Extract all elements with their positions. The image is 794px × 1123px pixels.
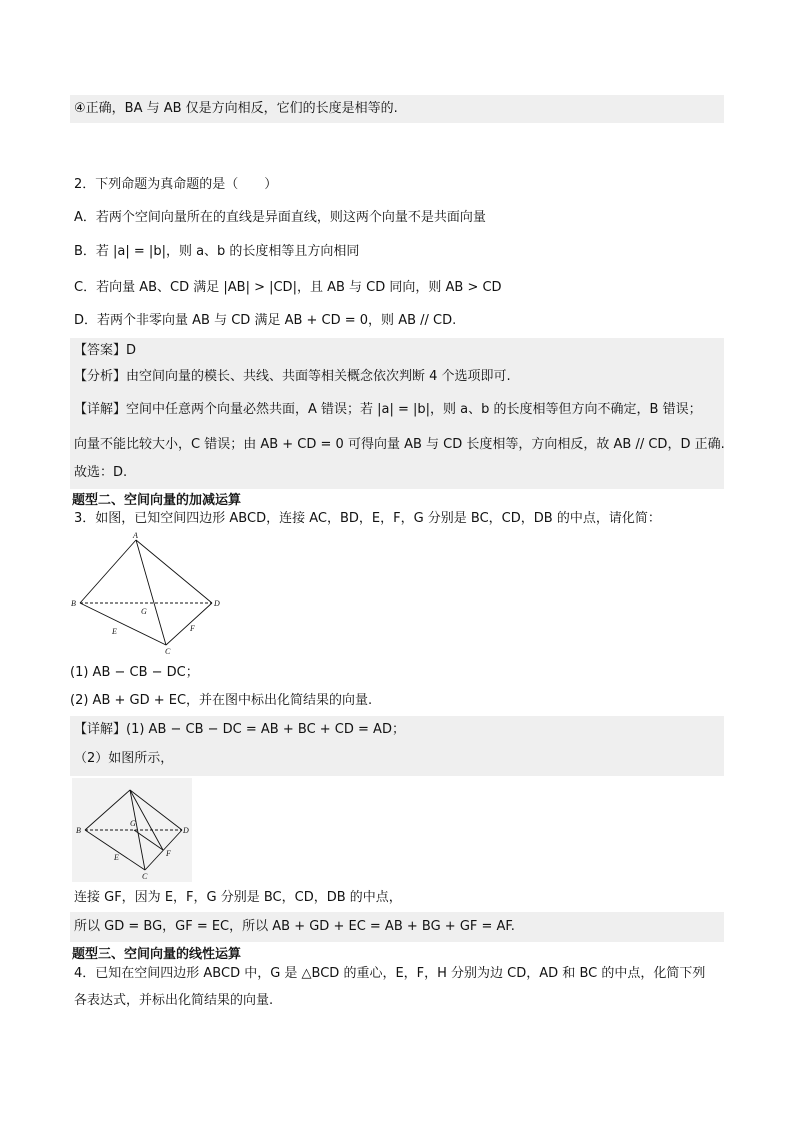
q2-option-d: D．若两个非零向量 AB 与 CD 满足 AB + CD = 0，则 AB // CD. [74, 313, 457, 328]
solution-figure-frame [72, 778, 192, 882]
solution-label-b: B [76, 826, 81, 835]
q3-part-2: (2) AB + GD + EC，并在图中标出化简结果的向量. [70, 693, 373, 708]
figure-label-a: A [133, 532, 138, 540]
q2-option-a: A．若两个空间向量所在的直线是异面直线，则这两个向量不是共面向量 [74, 210, 486, 225]
solution-label-g: G [130, 819, 136, 828]
solution-label-d: D [183, 826, 189, 835]
solution-label-f: F [166, 849, 171, 858]
q3-detail-2: （2）如图所示， [74, 751, 174, 766]
q3-part-1: (1) AB − CB − DC； [70, 665, 199, 680]
q2-detail-3: 故选：D. [74, 465, 128, 480]
q3-detail-1: 【详解】(1) AB − CB − DC = AB + BC + CD = AD； [74, 722, 405, 737]
q1-tail-line: ④正确，BA 与 AB 仅是方向相反，它们的长度是相等的. [74, 101, 398, 116]
q4-stem-1: 4．已知在空间四边形 ABCD 中，G 是 △BCD 的重心，E，F，H 分别为边 CD，AD 和 BC 的中点，化简下列 [74, 966, 706, 981]
q2-option-c: C．若向量 AB、CD 满足 |AB| > |CD|，且 AB 与 CD 同向，则 AB > CD [74, 280, 502, 295]
figure-label-b: B [71, 599, 76, 608]
solution-tetrahedron-figure [72, 778, 192, 882]
q3-connect: 连接 GF，因为 E，F，G 分别是 BC，CD，DB 的中点， [74, 890, 402, 905]
q3-stem: 3．如图，已知空间四边形 ABCD，连接 AC，BD，E，F，G 分别是 BC，CD，DB 的中点，请化简： [74, 511, 661, 526]
q2-answer: 【答案】D [74, 343, 137, 358]
figure-label-d: D [214, 599, 220, 608]
q2-detail-2: 向量不能比较大小，C 错误；由 AB + CD = 0 可得向量 AB 与 CD 长度相等，方向相反，故 AB // CD，D 正确. [74, 437, 725, 452]
figure-label-c: C [165, 647, 171, 656]
section-heading-2: 题型二、空间向量的加减运算 [72, 493, 242, 508]
tetrahedron-figure [68, 532, 228, 656]
q2-detail-1: 【详解】空间中任意两个向量必然共面，A 错误；若 |a| = |b|，则 a、b 的长度相等但方向不确定，B 错误； [74, 402, 702, 417]
section-heading-3: 题型三、空间向量的线性运算 [72, 947, 242, 962]
figure-label-f: F [190, 624, 195, 633]
figure-label-e: E [112, 627, 117, 636]
q2-option-b: B．若 |a| = |b|，则 a、b 的长度相等且方向相同 [74, 244, 360, 259]
q4-stem-2: 各表达式，并标出化简结果的向量. [74, 993, 274, 1008]
figure-label-g: G [141, 607, 147, 616]
q3-conclusion: 所以 GD = BG，GF = EC，所以 AB + GD + EC = AB + BG + GF = AF. [74, 919, 515, 934]
q2-stem: 2．下列命题为真命题的是（ ） [74, 177, 278, 192]
solution-label-c: C [142, 872, 148, 881]
solution-label-e: E [114, 853, 119, 862]
q2-analysis: 【分析】由空间向量的模长、共线、共面等相关概念依次判断 4 个选项即可. [74, 369, 511, 384]
